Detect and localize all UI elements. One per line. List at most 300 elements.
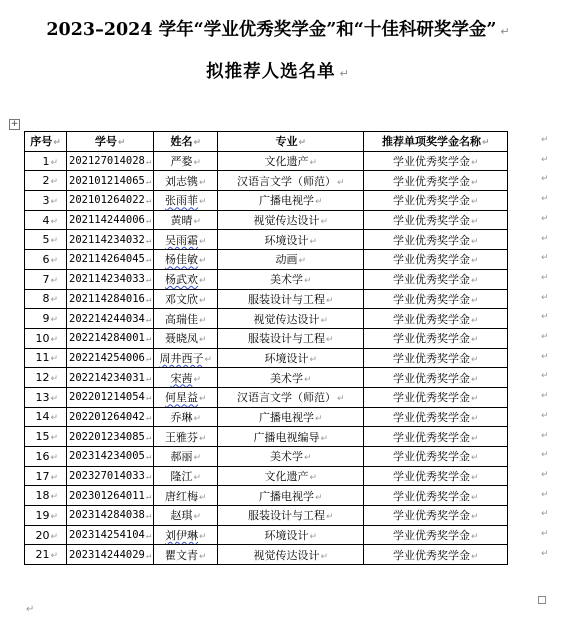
cell-mark-icon: ↵ — [471, 394, 479, 405]
table-row — [25, 328, 508, 348]
cell-student-id[interactable] — [67, 151, 154, 171]
cell-name[interactable] — [154, 368, 218, 388]
cell-award[interactable] — [364, 289, 508, 309]
cell-major[interactable] — [218, 269, 364, 289]
cell-name[interactable] — [154, 545, 218, 565]
cell-mark-icon: ↵ — [471, 453, 479, 464]
row-end-mark-icon: ↵ — [541, 213, 549, 224]
cell-mark-icon: ↵ — [50, 374, 58, 385]
cell-award-text: 学业优秀奖学金 — [393, 351, 470, 365]
cell-mark-icon: ↵ — [145, 255, 152, 266]
cell-mark-icon: ↵ — [50, 472, 58, 483]
cell-mark-icon: ↵ — [193, 413, 202, 424]
cell-mark-icon: ↵ — [199, 532, 207, 543]
cell-major[interactable] — [218, 368, 364, 388]
cell-index[interactable] — [25, 506, 67, 526]
cell-name[interactable] — [154, 407, 218, 427]
table-row — [25, 171, 508, 191]
cell-mark-icon: ↵ — [145, 432, 152, 443]
cell-mark-icon: ↵ — [50, 216, 58, 227]
cell-award[interactable] — [364, 427, 508, 447]
cell-mark-icon: ↵ — [471, 374, 479, 385]
cell-mark-icon: ↵ — [309, 236, 318, 247]
cell-major-text: 环境设计 — [264, 351, 309, 365]
table-row — [25, 230, 508, 250]
cell-major-text: 广播电视学 — [259, 410, 314, 424]
cell-award[interactable] — [364, 348, 508, 368]
cell-mark-icon: ↵ — [145, 511, 152, 522]
row-end-mark-icon: ↵ — [541, 430, 549, 441]
cell-award-text: 学业优秀奖学金 — [393, 214, 470, 228]
cell-award[interactable] — [364, 151, 508, 171]
cell-name-text: 何星益 — [165, 391, 198, 405]
cell-major[interactable] — [218, 545, 364, 565]
cell-student-id[interactable] — [67, 447, 154, 467]
paragraph-mark-icon: ↵ — [339, 67, 350, 80]
cell-name[interactable] — [154, 525, 218, 545]
cell-mark-icon: ↵ — [193, 473, 202, 484]
row-end-mark-icon: ↵ — [541, 312, 549, 323]
cell-mark-icon: ↵ — [145, 452, 152, 463]
cell-name[interactable] — [154, 230, 218, 250]
cell-student-id[interactable] — [67, 289, 154, 309]
cell-mark-icon: ↵ — [50, 275, 58, 286]
cell-student-id-text: 202314284038 — [69, 509, 145, 522]
cell-mark-icon: ↵ — [304, 276, 312, 287]
cell-major[interactable] — [218, 191, 364, 211]
cell-name-text: 瞿文青 — [165, 548, 198, 562]
cell-mark-icon: ↵ — [326, 512, 334, 523]
cell-major-text: 美术学 — [270, 371, 303, 385]
cell-major[interactable] — [218, 486, 364, 506]
cell-major[interactable] — [218, 348, 364, 368]
cell-award[interactable] — [364, 368, 508, 388]
cell-mark-icon: ↵ — [471, 532, 479, 543]
cell-major-text: 环境设计 — [264, 233, 309, 247]
cell-student-id[interactable] — [67, 230, 154, 250]
cell-index-text: 7 — [42, 272, 50, 286]
cell-mark-icon: ↵ — [145, 472, 152, 483]
row-end-mark-icon: ↵ — [541, 529, 549, 539]
cell-mark-icon: ↵ — [471, 177, 479, 188]
cell-mark-icon: ↵ — [309, 532, 318, 543]
cell-name[interactable] — [154, 506, 218, 526]
cell-mark-icon: ↵ — [50, 315, 58, 326]
row-end-mark-icon: ↵ — [541, 509, 549, 520]
cell-name-text: 黄晴 — [170, 214, 193, 228]
cell-mark-icon: ↵ — [471, 276, 479, 287]
cell-mark-icon: ↵ — [304, 374, 312, 385]
cell-mark-icon: ↵ — [193, 374, 202, 385]
cell-major-text: 广播电视学 — [259, 489, 314, 503]
cell-mark-icon: ↵ — [50, 433, 58, 444]
cell-student-id[interactable] — [67, 368, 154, 388]
cell-mark-icon: ↵ — [309, 354, 318, 365]
cell-mark-icon: ↵ — [309, 473, 318, 484]
cell-student-id[interactable] — [67, 407, 154, 427]
cell-student-id-text: 202114264045 — [69, 253, 145, 266]
cell-mark-icon: ↵ — [145, 294, 152, 305]
row-end-mark-icon: ↵ — [541, 371, 549, 382]
cell-mark-icon: ↵ — [199, 433, 207, 444]
cell-mark-icon: ↵ — [145, 176, 152, 187]
header-index[interactable]: 序号↵ — [25, 132, 67, 152]
cell-name-text: 乔琳 — [170, 410, 193, 424]
cell-mark-icon: ↵ — [298, 256, 307, 267]
cell-mark-icon: ↵ — [199, 492, 207, 503]
cell-student-id[interactable] — [67, 387, 154, 407]
cell-mark-icon: ↵ — [145, 334, 152, 345]
cell-award-text: 学业优秀奖学金 — [393, 174, 470, 188]
cell-award-text: 学业优秀奖学金 — [393, 233, 470, 247]
cell-mark-icon: ↵ — [199, 256, 207, 267]
cell-award[interactable] — [364, 171, 508, 191]
cell-index-text: 12 — [35, 371, 50, 385]
cell-student-id-text: 202327014033 — [69, 470, 145, 483]
cell-index[interactable] — [25, 447, 67, 467]
cell-name-text: 杨武欢 — [165, 273, 198, 287]
cell-index-text: 21 — [35, 548, 50, 562]
cell-index[interactable] — [25, 387, 67, 407]
cell-mark-icon: ↵ — [471, 197, 479, 208]
cell-mark-icon: ↵ — [320, 217, 329, 228]
cell-index[interactable] — [25, 525, 67, 545]
cell-award[interactable] — [364, 210, 508, 230]
cell-major-text: 广播电视编导 — [253, 430, 320, 444]
cell-index[interactable] — [25, 486, 67, 506]
cell-student-id-text: 202214284001 — [69, 332, 145, 345]
cell-award[interactable] — [364, 486, 508, 506]
cell-student-id[interactable] — [67, 171, 154, 191]
cell-mark-icon: ↵ — [193, 158, 202, 169]
cell-mark-icon: ↵ — [471, 473, 479, 484]
cell-major[interactable] — [218, 407, 364, 427]
cell-student-id-text: 202214254006 — [69, 351, 145, 364]
cell-student-id-text: 202201264042 — [69, 410, 145, 423]
cell-mark-icon: ↵ — [471, 256, 479, 267]
table-row — [25, 545, 508, 565]
cell-mark-icon: ↵ — [337, 177, 345, 188]
cell-award[interactable] — [364, 466, 508, 486]
cell-student-id-text: 202127014028 — [69, 155, 145, 168]
cell-name[interactable] — [154, 269, 218, 289]
cell-mark-icon: ↵ — [50, 177, 58, 188]
cell-major[interactable] — [218, 466, 364, 486]
cell-mark-icon: ↵ — [471, 492, 479, 503]
cell-student-id-text: 202214244034 — [69, 312, 145, 325]
cell-name[interactable] — [154, 289, 218, 309]
cell-mark-icon: ↵ — [471, 335, 479, 346]
cell-index[interactable] — [25, 171, 67, 191]
cell-index-text: 3 — [42, 193, 50, 207]
cell-name[interactable] — [154, 466, 218, 486]
cell-mark-icon: ↵ — [145, 314, 152, 325]
cell-mark-icon: ↵ — [145, 275, 152, 286]
header-award[interactable]: 推荐单项奖学金名称↵ — [364, 132, 508, 152]
cell-student-id-text: 202201234085 — [69, 430, 145, 443]
cell-award-text: 学业优秀奖学金 — [393, 509, 470, 523]
cell-name[interactable] — [154, 328, 218, 348]
cell-name-text: 宋茜 — [170, 371, 193, 385]
table-resize-handle-icon[interactable] — [538, 596, 546, 604]
table-row — [25, 506, 508, 526]
cell-student-id[interactable] — [67, 525, 154, 545]
cell-index-text: 19 — [35, 508, 50, 522]
cell-index-text: 4 — [42, 213, 50, 227]
cell-name[interactable] — [154, 348, 218, 368]
cell-award-text: 学业优秀奖学金 — [393, 430, 470, 444]
cell-student-id[interactable] — [67, 250, 154, 270]
cell-major-text: 汉语言文学（师范） — [237, 391, 336, 405]
cell-index-text: 6 — [42, 252, 50, 266]
cell-mark-icon: ↵ — [50, 157, 58, 168]
cell-name-text: 邓文欣 — [165, 292, 198, 306]
cell-index[interactable] — [25, 328, 67, 348]
cell-index-text: 10 — [35, 331, 50, 345]
table-move-handle-icon[interactable]: + — [10, 119, 19, 129]
cell-major[interactable] — [218, 210, 364, 230]
cell-student-id[interactable] — [67, 309, 154, 329]
cell-name[interactable] — [154, 191, 218, 211]
cell-student-id[interactable] — [67, 545, 154, 565]
cell-student-id[interactable] — [67, 506, 154, 526]
cell-index[interactable] — [25, 466, 67, 486]
row-end-mark-icon: ↵ — [541, 351, 549, 362]
cell-student-id[interactable] — [67, 210, 154, 230]
cell-mark-icon: ↵ — [50, 452, 58, 463]
cell-major[interactable] — [218, 309, 364, 329]
table-row — [25, 407, 508, 427]
row-end-mark-icon: ↵ — [541, 450, 549, 461]
cell-student-id[interactable] — [67, 427, 154, 447]
cell-index-text: 8 — [42, 292, 50, 306]
cell-student-id[interactable] — [67, 191, 154, 211]
cell-index-text: 9 — [42, 312, 50, 326]
cell-major[interactable] — [218, 230, 364, 250]
cell-mark-icon: ↵ — [50, 551, 58, 562]
cell-index[interactable] — [25, 250, 67, 270]
cell-award[interactable] — [364, 309, 508, 329]
cell-major[interactable] — [218, 447, 364, 467]
cell-mark-icon: ↵ — [145, 373, 152, 384]
cell-index[interactable] — [25, 191, 67, 211]
cell-mark-icon: ↵ — [50, 354, 58, 365]
cell-major-text: 美术学 — [270, 450, 303, 464]
cell-student-id[interactable] — [67, 486, 154, 506]
cell-student-id-text: 202101214065 — [69, 174, 145, 187]
cell-award[interactable] — [364, 525, 508, 545]
cell-award-text: 学业优秀奖学金 — [393, 450, 470, 464]
table-row — [25, 427, 508, 447]
cell-index[interactable] — [25, 368, 67, 388]
cell-mark-icon: ↵ — [193, 512, 202, 523]
cell-student-id-text: 202314244029 — [69, 548, 145, 561]
cell-award-text: 学业优秀奖学金 — [393, 548, 470, 562]
cell-mark-icon: ↵ — [145, 196, 152, 207]
cell-name-text: 隆江 — [170, 470, 193, 484]
cell-mark-icon: ↵ — [471, 413, 479, 424]
table-row — [25, 269, 508, 289]
cell-award-text: 学业优秀奖学金 — [393, 470, 470, 484]
cell-mark-icon: ↵ — [471, 551, 479, 562]
row-end-mark-icon: ↵ — [541, 548, 549, 559]
cell-mark-icon: ↵ — [145, 393, 152, 404]
cell-index[interactable] — [25, 269, 67, 289]
cell-award[interactable] — [364, 269, 508, 289]
cell-mark-icon: ↵ — [50, 295, 58, 306]
cell-student-id-text: 202314234005 — [69, 450, 145, 463]
cell-major[interactable] — [218, 387, 364, 407]
cell-mark-icon: ↵ — [326, 335, 334, 346]
cell-award-text: 学业优秀奖学金 — [393, 489, 470, 503]
cell-mark-icon: ↵ — [471, 236, 479, 247]
table-row — [25, 250, 508, 270]
cell-award-text: 学业优秀奖学金 — [393, 194, 470, 208]
cell-major[interactable] — [218, 289, 364, 309]
cell-index-text: 1 — [42, 154, 50, 168]
cell-mark-icon: ↵ — [50, 492, 58, 503]
cell-major-text: 汉语言文学（师范） — [237, 174, 336, 188]
cell-name-text: 郝丽 — [170, 450, 193, 464]
cell-name-text: 吴雨霜 — [165, 233, 198, 247]
cell-name-text: 刘伊琳 — [165, 529, 198, 543]
cell-mark-icon: ↵ — [199, 236, 207, 247]
cell-major-text: 环境设计 — [264, 529, 309, 543]
cell-award-text: 学业优秀奖学金 — [393, 292, 470, 306]
cell-award[interactable] — [364, 250, 508, 270]
cell-mark-icon: ↵ — [320, 315, 329, 326]
row-end-mark-icon: ↵ — [541, 292, 549, 303]
cell-name[interactable] — [154, 427, 218, 447]
cell-mark-icon: ↵ — [199, 394, 207, 405]
cell-index[interactable] — [25, 289, 67, 309]
cell-major[interactable] — [218, 525, 364, 545]
cell-award[interactable] — [364, 506, 508, 526]
cell-index[interactable] — [25, 230, 67, 250]
header-name[interactable]: 姓名↵ — [154, 132, 218, 152]
cell-student-id[interactable] — [67, 348, 154, 368]
cell-mark-icon: ↵ — [304, 453, 312, 464]
cell-major-text: 视觉传达设计 — [253, 214, 320, 228]
cell-mark-icon: ↵ — [145, 235, 152, 246]
cell-award[interactable] — [364, 545, 508, 565]
cell-major-text: 动画 — [275, 253, 298, 267]
cell-name-text: 杨佳敏 — [165, 253, 198, 267]
cell-student-id-text: 202114234033 — [69, 273, 145, 286]
cell-mark-icon: ↵ — [50, 511, 58, 522]
cell-index[interactable] — [25, 427, 67, 447]
cell-index-text: 17 — [35, 469, 50, 483]
cell-mark-icon: ↵ — [199, 295, 207, 306]
cell-award[interactable] — [364, 407, 508, 427]
cell-mark-icon: ↵ — [320, 551, 329, 562]
cell-mark-icon: ↵ — [471, 512, 479, 523]
cell-award[interactable] — [364, 447, 508, 467]
table-row — [25, 447, 508, 467]
cell-student-id[interactable] — [67, 269, 154, 289]
row-end-mark-icon: ↵ — [541, 154, 549, 165]
nominee-table — [24, 131, 508, 565]
table-row — [25, 191, 508, 211]
cell-mark-icon: ↵ — [199, 276, 207, 287]
cell-mark-icon: ↵ — [320, 433, 329, 444]
cell-award-text: 学业优秀奖学金 — [393, 332, 470, 346]
cell-major[interactable] — [218, 171, 364, 191]
row-end-mark-icon: ↵ — [541, 253, 549, 264]
cell-name[interactable] — [154, 447, 218, 467]
cell-mark-icon: ↵ — [315, 197, 323, 208]
table-header-row — [25, 132, 508, 152]
cell-award[interactable] — [364, 230, 508, 250]
cell-student-id-text: 202101264022 — [69, 194, 145, 207]
cell-mark-icon: ↵ — [193, 453, 202, 464]
cell-name[interactable] — [154, 250, 218, 270]
cell-index[interactable] — [25, 309, 67, 329]
cell-mark-icon: ↵ — [471, 433, 479, 444]
cell-mark-icon: ↵ — [50, 236, 58, 247]
document-title-line1: 2023–2024 学年“学业优秀奖学金”和“十佳科研奖学金” ↵ — [46, 20, 510, 40]
cell-name[interactable] — [154, 210, 218, 230]
table-row — [25, 289, 508, 309]
cell-award[interactable] — [364, 191, 508, 211]
cell-name[interactable] — [154, 387, 218, 407]
row-end-mark-icon: ↵ — [541, 489, 549, 500]
header-student-id[interactable]: 学号↵ — [67, 132, 154, 152]
cell-index[interactable] — [25, 348, 67, 368]
cell-mark-icon: ↵ — [50, 196, 58, 207]
cell-index[interactable] — [25, 407, 67, 427]
cell-major-text: 美术学 — [270, 273, 303, 287]
cell-major-text: 视觉传达设计 — [253, 312, 320, 326]
cell-mark-icon: ↵ — [315, 413, 323, 424]
cell-student-id[interactable] — [67, 328, 154, 348]
cell-major-text: 文化遗产 — [264, 155, 309, 169]
cell-award[interactable] — [364, 328, 508, 348]
row-end-mark-icon: ↵ — [541, 174, 549, 185]
row-end-mark-icon: ↵ — [541, 410, 549, 421]
cell-index[interactable] — [25, 151, 67, 171]
cell-name[interactable] — [154, 309, 218, 329]
table-row — [25, 387, 508, 407]
cell-index-text: 16 — [35, 449, 50, 463]
cell-major[interactable] — [218, 250, 364, 270]
cell-major[interactable] — [218, 506, 364, 526]
cell-index[interactable] — [25, 210, 67, 230]
cell-mark-icon: ↵ — [145, 412, 152, 423]
cell-student-id-text: 202214234031 — [69, 371, 145, 384]
cell-name[interactable] — [154, 486, 218, 506]
cell-student-id[interactable] — [67, 466, 154, 486]
cell-index-text: 13 — [35, 390, 50, 404]
cell-name-text: 刘志镌 — [165, 174, 198, 188]
cell-major[interactable] — [218, 151, 364, 171]
cell-name-text: 聂晓凤 — [165, 332, 198, 346]
cell-mark-icon: ↵ — [471, 158, 479, 169]
cell-award-text: 学业优秀奖学金 — [393, 391, 470, 405]
cell-award[interactable] — [364, 387, 508, 407]
cell-index[interactable] — [25, 545, 67, 565]
row-end-mark-icon: ↵ — [541, 135, 549, 145]
cell-name[interactable] — [154, 151, 218, 171]
cell-name[interactable] — [154, 171, 218, 191]
table-row — [25, 151, 508, 171]
cell-major-text: 服装设计与工程 — [248, 509, 325, 523]
cell-major[interactable] — [218, 427, 364, 447]
cell-student-id-text: 202114284016 — [69, 292, 145, 305]
header-major[interactable]: 专业↵ — [218, 132, 364, 152]
cell-mark-icon: ↵ — [145, 353, 152, 364]
cell-major[interactable] — [218, 328, 364, 348]
